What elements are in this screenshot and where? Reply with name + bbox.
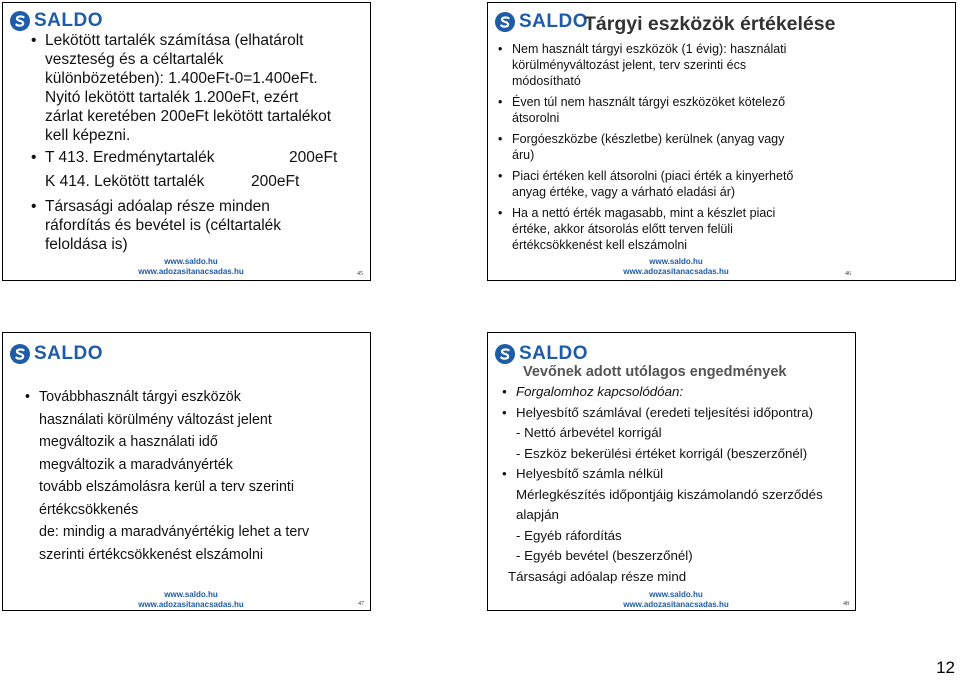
- page-number: 12: [936, 658, 955, 677]
- slide-47-body: [25, 386, 365, 566]
- text-line: értékcsökkenés: [39, 501, 139, 518]
- saldo-logo-icon: [9, 343, 31, 365]
- text-line: alapján: [516, 507, 559, 522]
- saldo-logo-text: SALDO: [519, 11, 588, 32]
- text-line: • Helyesbítő számla nélkül: [502, 464, 852, 485]
- text-line: szerinti értékcsökkenést elszámolni: [39, 546, 264, 563]
- footer-url: www.adozasitanacsadas.hu: [623, 600, 729, 609]
- slide-47: [2, 332, 371, 611]
- text-line: • Helyesbítő számlával (eredeti teljesítési időpontra): [502, 403, 852, 424]
- saldo-logo: [9, 343, 103, 365]
- text-line: megváltozik a használati idő: [39, 434, 218, 450]
- bullet-item: • Nem használt tárgyi eszközök (1 évig): használati körülményváltozást jelent, terv szerinti écs módosítható: [498, 41, 953, 89]
- text-line: • Továbbhasznált tárgyi eszközök: [25, 386, 365, 409]
- text-line: [31, 148, 366, 167]
- account-debit: T 413. Eredménytartalék: [45, 149, 215, 166]
- saldo-logo-text: SALDO: [519, 343, 588, 364]
- slide-number: 45: [357, 271, 363, 277]
- slide-46-body: [498, 41, 953, 258]
- amount: 200eFt: [289, 149, 338, 166]
- text-line: - Egyéb ráfordítás: [516, 527, 622, 543]
- text-line: Mérlegkészítés időpontjáig kiszámolandó szerződés: [516, 486, 823, 502]
- slide-footer: [616, 257, 736, 277]
- footer-url: www.adozasitanacsadas.hu: [623, 267, 729, 276]
- text-line: használati körülmény változást jelent: [39, 411, 272, 428]
- slide-46: [487, 2, 956, 281]
- slide-footer: [131, 590, 251, 610]
- slide-footer: [616, 590, 736, 610]
- saldo-logo-text: SALDO: [34, 343, 103, 364]
- slide-title: Vevőnek adott utólagos engedmények: [523, 364, 787, 380]
- footer-url: www.saldo.hu: [649, 590, 703, 599]
- slide-48: [487, 332, 856, 611]
- saldo-logo-text: SALDO: [34, 10, 103, 31]
- slide-number: 46: [845, 271, 851, 277]
- bullet-item: • Ha a nettó érték magasabb, mint a készlet piaci értéke, akkor átsorolás előtt terven felüli értékcsökkenést kell elszámolni: [498, 205, 953, 253]
- footer-url: www.saldo.hu: [649, 257, 703, 266]
- text-line: kell képezni.: [45, 127, 131, 144]
- text-line: tovább elszámolásra kerül a terv szerinti: [39, 479, 295, 495]
- text-line: • Társasági adóalap része minden: [31, 197, 366, 216]
- amount: 200eFt: [251, 173, 300, 190]
- text-line: - Nettó árbevétel korrigál: [516, 425, 662, 440]
- text-line: ráfordítás és bevétel is (céltartalék: [45, 217, 282, 234]
- text-line: • Forgalomhoz kapcsolódóan:: [502, 382, 852, 403]
- slide-45: [2, 2, 371, 281]
- slide-45-body: [31, 31, 366, 254]
- text-line: - Egyéb bevétel (beszerzőnél): [516, 548, 693, 563]
- saldo-logo: [9, 10, 103, 32]
- slide-footer: [131, 257, 251, 277]
- saldo-logo: [494, 343, 588, 365]
- footer-url: www.saldo.hu: [164, 257, 218, 266]
- slide-number: 48: [843, 601, 849, 607]
- text-line: feloldása is): [45, 236, 128, 253]
- text-line: különbözetében): 1.400eFt-0=1.400eFt.: [45, 70, 318, 87]
- footer-url: www.saldo.hu: [164, 590, 218, 599]
- bullet-item: • Éven túl nem használt tárgyi eszközöket kötelező átsorolni: [498, 94, 953, 126]
- saldo-logo-icon: [494, 11, 516, 33]
- text-line: Társasági adóalap része mind: [508, 568, 687, 584]
- text-line: veszteség és a céltartalék: [45, 51, 224, 68]
- saldo-logo-icon: [494, 343, 516, 365]
- account-credit: K 414. Lekötött tartalék: [45, 173, 205, 190]
- text-line: [31, 172, 366, 191]
- footer-url: www.adozasitanacsadas.hu: [138, 600, 244, 609]
- saldo-logo: [494, 11, 588, 33]
- saldo-logo-icon: [9, 10, 31, 32]
- slide-48-body: [502, 382, 852, 587]
- text-line: de: mindig a maradványértékig lehet a terv: [39, 524, 310, 540]
- text-line: - Eszköz bekerülési értéket korrigál (beszerzőnél): [516, 445, 808, 461]
- text-line: zárlat keretében 200eFt lekötött tartalékot: [45, 108, 332, 125]
- slide-number: 47: [358, 601, 364, 607]
- text-line: • Lekötött tartalék számítása (elhatárolt: [31, 31, 366, 50]
- slide-title: Tárgyi eszközök értékelése: [584, 13, 836, 35]
- text-line: Nyitó lekötött tartalék 1.200eFt, ezért: [45, 89, 299, 106]
- text-line: megváltozik a maradványérték: [39, 456, 233, 473]
- footer-url: www.adozasitanacsadas.hu: [138, 267, 244, 276]
- bullet-item: • Piaci értéken kell átsorolni (piaci érték a kinyerhető anyag értéke, vagy a várható eladási ár): [498, 168, 953, 200]
- bullet-item: • Forgóeszközbe (készletbe) kerülnek (anyag vagy áru): [498, 131, 953, 163]
